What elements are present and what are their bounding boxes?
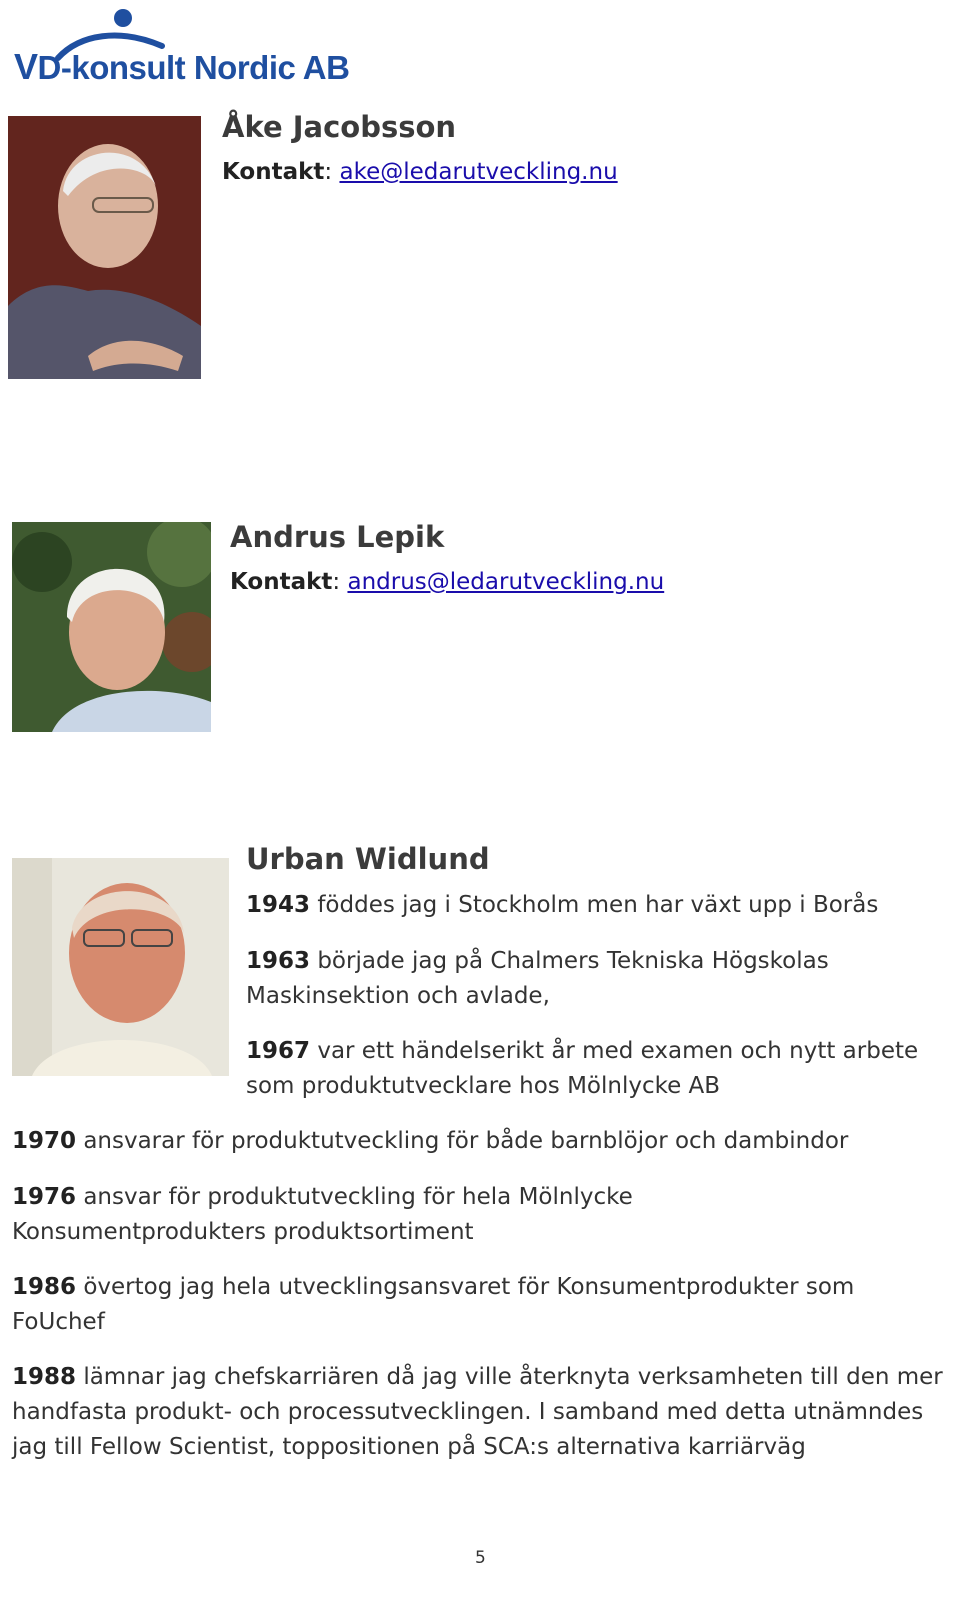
email-link[interactable]: andrus@ledarutveckling.nu — [347, 569, 665, 595]
timeline-text: lämnar jag chefskarriären då jag ville återknyta verksamheten till den mer handfasta produkt- och processutvecklingen. I samband med detta utnämndes jag till Fellow Scientist, toppositionen på SCA:s alternativa karriärväg — [12, 1364, 943, 1460]
email-link[interactable]: ake@ledarutveckling.nu — [339, 159, 618, 185]
timeline-year: 1986 — [12, 1274, 77, 1300]
person-name: Urban Widlund — [246, 842, 490, 876]
person-name: Åke Jacobsson — [222, 110, 457, 144]
timeline-entry — [246, 944, 936, 1014]
timeline-year: 1967 — [246, 1038, 311, 1064]
page-number: 5 — [475, 1548, 486, 1568]
timeline-text: föddes jag i Stockholm men har växt upp i Borås — [310, 892, 879, 918]
contact-line — [222, 159, 618, 185]
portrait-ake-jacobsson — [8, 116, 201, 379]
timeline-text: ansvarar för produktutveckling för både barnblöjor och dambindor — [76, 1128, 849, 1154]
timeline-text: började jag på Chalmers Tekniska Högskolas Maskinsektion och avlade, — [246, 948, 829, 1009]
contact-separator: : — [332, 569, 341, 595]
timeline-entry — [246, 1034, 936, 1104]
timeline-text: övertog jag hela utvecklingsansvaret för Konsumentprodukter som FoUchef — [12, 1274, 855, 1335]
timeline-entry — [12, 1124, 952, 1159]
timeline-entry — [12, 1360, 947, 1465]
timeline-year: 1976 — [12, 1184, 77, 1210]
company-logo — [14, 4, 374, 86]
timeline-year: 1963 — [246, 948, 311, 974]
portrait-urban-widlund — [12, 858, 229, 1076]
contact-label: Kontakt — [222, 159, 325, 185]
logo-text: VD-konsult Nordic AB — [14, 46, 350, 87]
portrait-andrus-lepik — [12, 522, 211, 732]
contact-line — [230, 569, 664, 595]
timeline-year: 1943 — [246, 892, 311, 918]
timeline-entry — [12, 1180, 712, 1250]
contact-label: Kontakt — [230, 569, 333, 595]
timeline-entry — [246, 888, 956, 923]
timeline-text: var ett händelserikt år med examen och nytt arbete som produktutvecklare hos Mölnlycke AB — [246, 1038, 919, 1099]
contact-separator: : — [324, 159, 333, 185]
timeline-entry — [12, 1270, 952, 1340]
person-name: Andrus Lepik — [230, 520, 445, 554]
timeline-text: ansvar för produktutveckling för hela Mölnlycke Konsumentprodukters produktsortiment — [12, 1184, 633, 1245]
timeline-year: 1970 — [12, 1128, 77, 1154]
timeline-year: 1988 — [12, 1364, 77, 1390]
